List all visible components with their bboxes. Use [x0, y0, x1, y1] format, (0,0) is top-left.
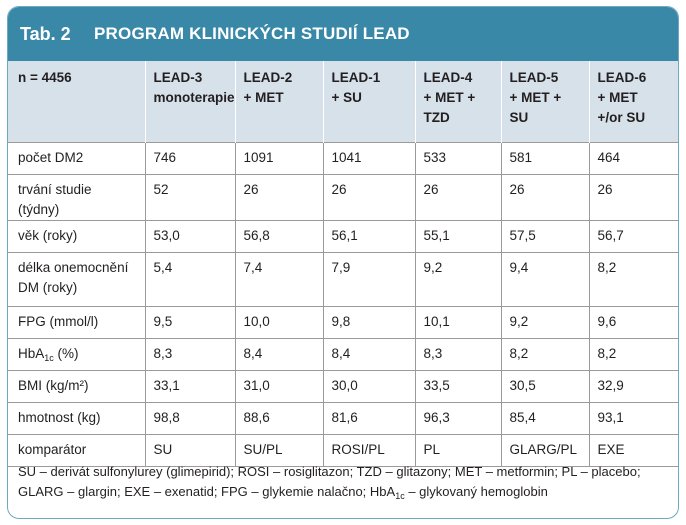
table-cell: 7,4: [235, 252, 323, 306]
table-cell: 10,1: [415, 306, 501, 338]
table-cell: 85,4: [501, 402, 589, 434]
table-cell: 88,6: [235, 402, 323, 434]
table-cell: 464: [589, 142, 678, 174]
table-cell: 5,4: [145, 252, 235, 306]
header-cell: n = 4456: [18, 70, 72, 85]
table-cell: 9,6: [589, 306, 678, 338]
table-cell: 26: [323, 174, 415, 220]
table-cell: 8,4: [235, 338, 323, 370]
row-label: délka onemocnění DM (roky): [8, 252, 145, 306]
table-cell: 32,9: [589, 370, 678, 402]
table-cell: 98,8: [145, 402, 235, 434]
table-cell: SU/PL: [235, 434, 323, 466]
table-cell: 9,4: [501, 252, 589, 306]
table-cell: 1041: [323, 142, 415, 174]
row-label: věk (roky): [8, 220, 145, 252]
table-cell: 9,2: [415, 252, 501, 306]
table-cell: 8,4: [323, 338, 415, 370]
table-cell: 26: [235, 174, 323, 220]
table-row: [8, 338, 678, 370]
header-cell: LEAD-2 + MET: [235, 61, 323, 142]
row-label: komparátor: [8, 434, 145, 466]
table-row: [8, 252, 678, 306]
table-cell: 8,2: [501, 338, 589, 370]
table-title: PROGRAM KLINICKÝCH STUDIÍ LEAD: [94, 24, 410, 43]
row-label: HbA$_{1c}$ (%): [8, 338, 145, 370]
table-row: [8, 220, 678, 252]
table-cell: 33,5: [415, 370, 501, 402]
table-cell: 9,2: [501, 306, 589, 338]
table-cell: 30,5: [501, 370, 589, 402]
table-cell: 31,0: [235, 370, 323, 402]
table-cell: 56,1: [323, 220, 415, 252]
table-cell: 1091: [235, 142, 323, 174]
table-row: [8, 174, 678, 220]
table-cell: GLARG/PL: [501, 434, 589, 466]
table-cell: 533: [415, 142, 501, 174]
table-cell: 56,8: [235, 220, 323, 252]
table-cell: 10,0: [235, 306, 323, 338]
table-row: [8, 370, 678, 402]
header-cell: LEAD-6 + MET +/or SU: [589, 61, 678, 142]
table-cell: SU: [145, 434, 235, 466]
table-cell: 9,8: [323, 306, 415, 338]
table-frame: [7, 6, 679, 519]
table-cell: 52: [145, 174, 235, 220]
table-cell: 56,7: [589, 220, 678, 252]
table-cell: 8,3: [415, 338, 501, 370]
row-label: hmotnost (kg): [8, 402, 145, 434]
table-cell: 581: [501, 142, 589, 174]
table-cell: 55,1: [415, 220, 501, 252]
table-cell: 96,3: [415, 402, 501, 434]
table-cell: 8,2: [589, 252, 678, 306]
table-row: [8, 142, 678, 174]
row-label: trvání studie (týdny): [8, 174, 145, 220]
table-cell: 57,5: [501, 220, 589, 252]
table-cell: 93,1: [589, 402, 678, 434]
header-cell: LEAD-4 + MET + TZD: [415, 61, 501, 142]
lead-studies-table: [8, 61, 678, 467]
table-title-bar: [8, 7, 678, 61]
table-cell: EXE: [589, 434, 678, 466]
table-cell: 9,5: [145, 306, 235, 338]
table-cell: 53,0: [145, 220, 235, 252]
table-cell: 7,9: [323, 252, 415, 306]
table-cell: PL: [415, 434, 501, 466]
header-cell: LEAD-1 + SU: [323, 61, 415, 142]
table-header-row: [8, 61, 678, 142]
table-cell: 26: [589, 174, 678, 220]
row-label: FPG (mmol/l): [8, 306, 145, 338]
table-row: [8, 402, 678, 434]
row-label: BMI (kg/m²): [8, 370, 145, 402]
table-cell: 30,0: [323, 370, 415, 402]
table-cell: 26: [501, 174, 589, 220]
table-number: Tab. 2: [20, 23, 71, 44]
table-cell: 8,2: [589, 338, 678, 370]
row-label: počet DM2: [8, 142, 145, 174]
table-cell: ROSI/PL: [323, 434, 415, 466]
table-row: [8, 306, 678, 338]
header-cell: LEAD-3 monoterapie: [145, 61, 235, 142]
table-cell: 33,1: [145, 370, 235, 402]
header-cell: LEAD-5 + MET + SU: [501, 61, 589, 142]
table-cell: 746: [145, 142, 235, 174]
table-cell: 8,3: [145, 338, 235, 370]
table-cell: 26: [415, 174, 501, 220]
table-cell: 81,6: [323, 402, 415, 434]
table-footnote: SU – derivát sulfonylurey (glimepirid); ROSI – rosiglitazon; TZD – glitazony; MET – metformin; PL – placebo; GLARG – glargin; EXE – exenatid; FPG – glykemie nalačno; HbA$_{1c}$ – glykovaný hemoglobin: [18, 464, 641, 501]
